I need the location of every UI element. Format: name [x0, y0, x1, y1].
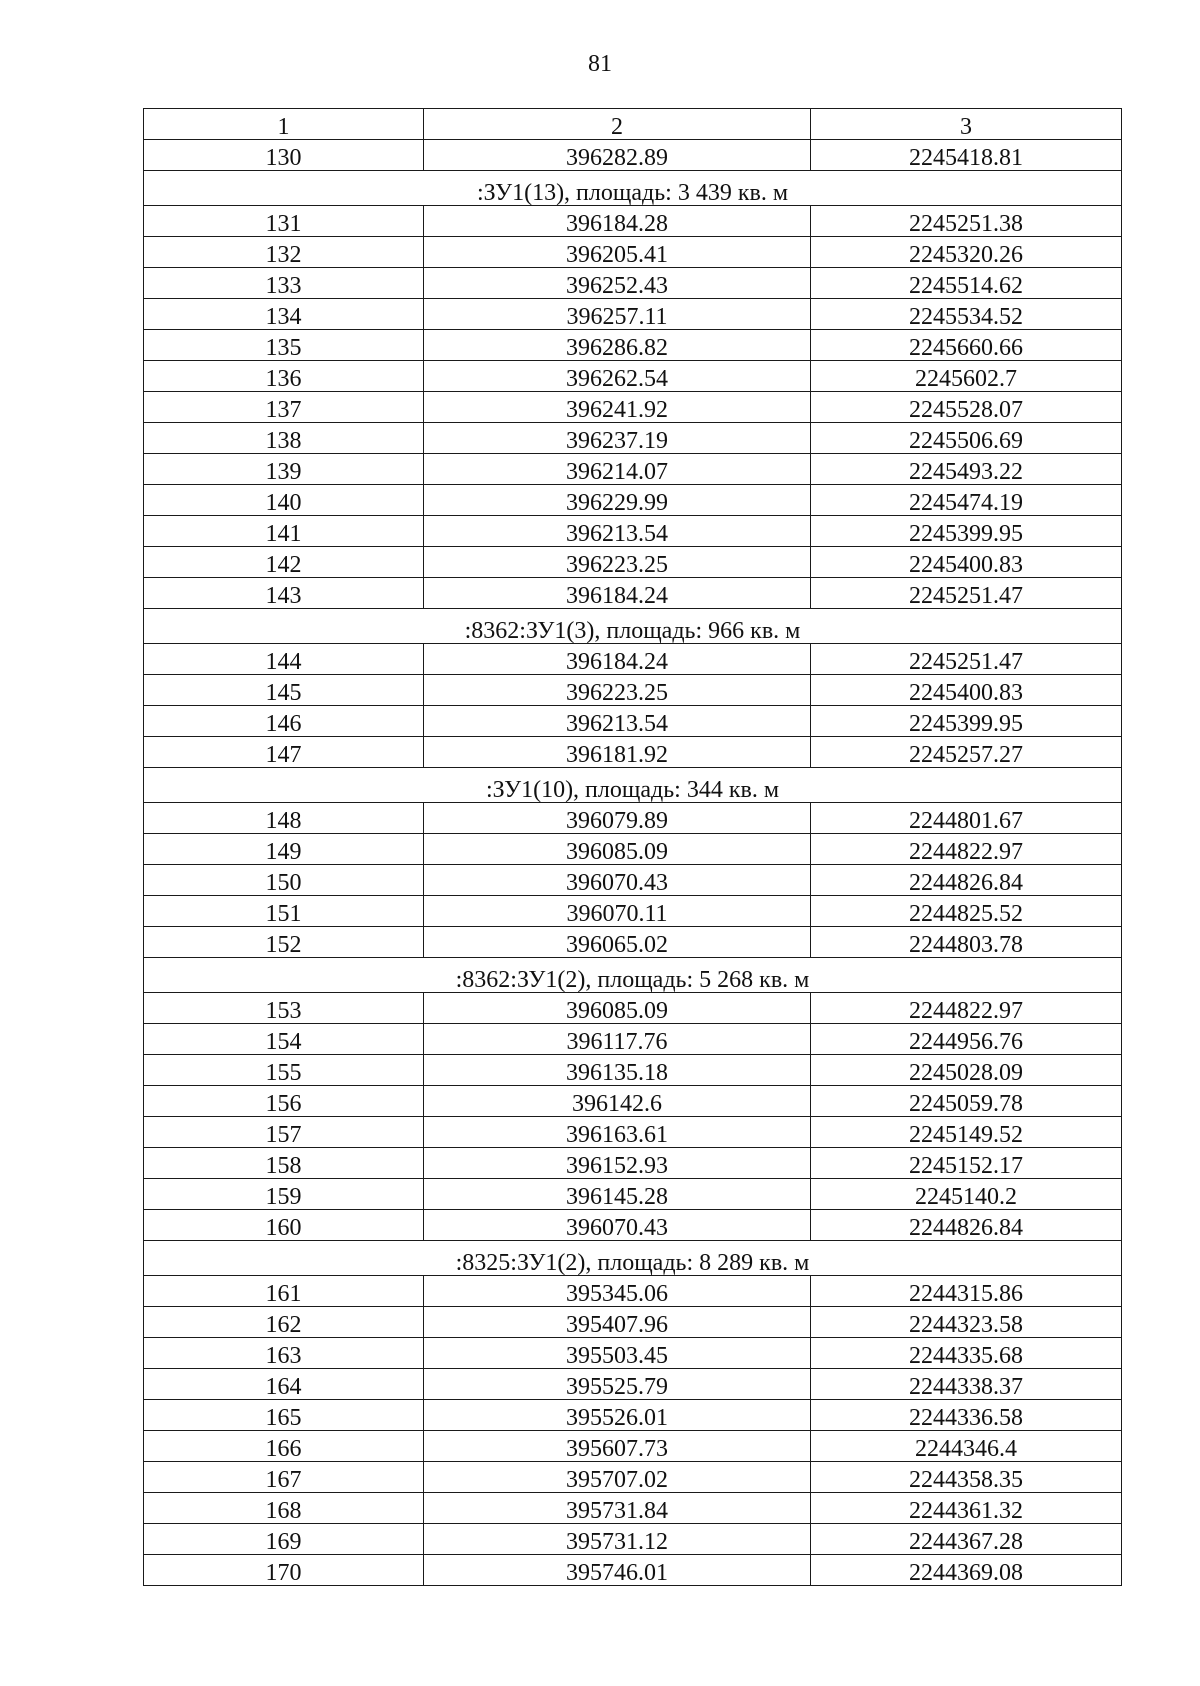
y-coordinate-cell: 2245149.52 [811, 1117, 1122, 1148]
x-coordinate-cell: 396282.89 [424, 140, 811, 171]
point-number-cell: 134 [144, 299, 424, 330]
point-number-cell: 161 [144, 1276, 424, 1307]
section-label: :8362:ЗУ1(3), площадь: 966 кв. м [144, 609, 1122, 644]
point-number-cell: 137 [144, 392, 424, 423]
table-row [144, 206, 1122, 237]
point-number-cell: 140 [144, 485, 424, 516]
point-number-cell: 163 [144, 1338, 424, 1369]
table-row [144, 1462, 1122, 1493]
x-coordinate-cell: 395746.01 [424, 1555, 811, 1586]
table-row [144, 896, 1122, 927]
x-coordinate-cell: 396070.11 [424, 896, 811, 927]
table-row [144, 299, 1122, 330]
point-number-cell: 168 [144, 1493, 424, 1524]
x-coordinate-cell: 396135.18 [424, 1055, 811, 1086]
point-number-cell: 152 [144, 927, 424, 958]
y-coordinate-cell: 2244361.32 [811, 1493, 1122, 1524]
table-row [144, 1524, 1122, 1555]
table-row [144, 330, 1122, 361]
x-coordinate-cell: 395345.06 [424, 1276, 811, 1307]
x-coordinate-cell: 396223.25 [424, 675, 811, 706]
section-row [144, 171, 1122, 206]
point-number-cell: 149 [144, 834, 424, 865]
table-row [144, 1210, 1122, 1241]
x-coordinate-cell: 396252.43 [424, 268, 811, 299]
y-coordinate-cell: 2245506.69 [811, 423, 1122, 454]
table-row [144, 392, 1122, 423]
x-coordinate-cell: 396181.92 [424, 737, 811, 768]
point-number-cell: 160 [144, 1210, 424, 1241]
table-row [144, 1055, 1122, 1086]
y-coordinate-cell: 2244369.08 [811, 1555, 1122, 1586]
y-coordinate-cell: 2245028.09 [811, 1055, 1122, 1086]
y-coordinate-cell: 2245493.22 [811, 454, 1122, 485]
column-header-1: 1 [144, 109, 424, 140]
point-number-cell: 145 [144, 675, 424, 706]
x-coordinate-cell: 396286.82 [424, 330, 811, 361]
x-coordinate-cell: 396145.28 [424, 1179, 811, 1210]
x-coordinate-cell: 396079.89 [424, 803, 811, 834]
y-coordinate-cell: 2244358.35 [811, 1462, 1122, 1493]
table-row [144, 268, 1122, 299]
x-coordinate-cell: 396085.09 [424, 834, 811, 865]
point-number-cell: 158 [144, 1148, 424, 1179]
table-row [144, 140, 1122, 171]
point-number-cell: 169 [144, 1524, 424, 1555]
x-coordinate-cell: 396213.54 [424, 516, 811, 547]
point-number-cell: 153 [144, 993, 424, 1024]
y-coordinate-cell: 2245514.62 [811, 268, 1122, 299]
point-number-cell: 136 [144, 361, 424, 392]
table-row [144, 675, 1122, 706]
y-coordinate-cell: 2245257.27 [811, 737, 1122, 768]
table-row [144, 1400, 1122, 1431]
table-row [144, 1555, 1122, 1586]
section-row [144, 1241, 1122, 1276]
x-coordinate-cell: 396214.07 [424, 454, 811, 485]
table-row [144, 578, 1122, 609]
y-coordinate-cell: 2245251.47 [811, 644, 1122, 675]
y-coordinate-cell: 2244338.37 [811, 1369, 1122, 1400]
table-row [144, 737, 1122, 768]
x-coordinate-cell: 395607.73 [424, 1431, 811, 1462]
x-coordinate-cell: 396184.24 [424, 578, 811, 609]
column-header-2: 2 [424, 109, 811, 140]
section-label: :8362:ЗУ1(2), площадь: 5 268 кв. м [144, 958, 1122, 993]
section-label: :ЗУ1(13), площадь: 3 439 кв. м [144, 171, 1122, 206]
point-number-cell: 155 [144, 1055, 424, 1086]
point-number-cell: 170 [144, 1555, 424, 1586]
y-coordinate-cell: 2245251.38 [811, 206, 1122, 237]
point-number-cell: 165 [144, 1400, 424, 1431]
table-header-row [144, 109, 1122, 140]
table-row [144, 485, 1122, 516]
x-coordinate-cell: 395525.79 [424, 1369, 811, 1400]
y-coordinate-cell: 2245251.47 [811, 578, 1122, 609]
x-coordinate-cell: 396070.43 [424, 1210, 811, 1241]
point-number-cell: 164 [144, 1369, 424, 1400]
table-row [144, 1431, 1122, 1462]
x-coordinate-cell: 396065.02 [424, 927, 811, 958]
point-number-cell: 167 [144, 1462, 424, 1493]
point-number-cell: 133 [144, 268, 424, 299]
point-number-cell: 146 [144, 706, 424, 737]
point-number-cell: 154 [144, 1024, 424, 1055]
point-number-cell: 131 [144, 206, 424, 237]
y-coordinate-cell: 2245418.81 [811, 140, 1122, 171]
y-coordinate-cell: 2245474.19 [811, 485, 1122, 516]
table-row [144, 706, 1122, 737]
table-row [144, 547, 1122, 578]
x-coordinate-cell: 396257.11 [424, 299, 811, 330]
y-coordinate-cell: 2245400.83 [811, 547, 1122, 578]
x-coordinate-cell: 395526.01 [424, 1400, 811, 1431]
point-number-cell: 130 [144, 140, 424, 171]
table-row [144, 454, 1122, 485]
page-number: 81 [588, 51, 612, 77]
table-row [144, 644, 1122, 675]
table-row [144, 1117, 1122, 1148]
point-number-cell: 135 [144, 330, 424, 361]
x-coordinate-cell: 396223.25 [424, 547, 811, 578]
x-coordinate-cell: 396184.28 [424, 206, 811, 237]
point-number-cell: 139 [144, 454, 424, 485]
x-coordinate-cell: 396241.92 [424, 392, 811, 423]
y-coordinate-cell: 2244315.86 [811, 1276, 1122, 1307]
table-row [144, 865, 1122, 896]
y-coordinate-cell: 2245152.17 [811, 1148, 1122, 1179]
point-number-cell: 156 [144, 1086, 424, 1117]
y-coordinate-cell: 2245059.78 [811, 1086, 1122, 1117]
point-number-cell: 143 [144, 578, 424, 609]
x-coordinate-cell: 396085.09 [424, 993, 811, 1024]
x-coordinate-cell: 396070.43 [424, 865, 811, 896]
point-number-cell: 147 [144, 737, 424, 768]
x-coordinate-cell: 395707.02 [424, 1462, 811, 1493]
y-coordinate-cell: 2245140.2 [811, 1179, 1122, 1210]
table-row [144, 1024, 1122, 1055]
x-coordinate-cell: 395731.84 [424, 1493, 811, 1524]
section-row [144, 958, 1122, 993]
y-coordinate-cell: 2245528.07 [811, 392, 1122, 423]
x-coordinate-cell: 396117.76 [424, 1024, 811, 1055]
table-row [144, 1086, 1122, 1117]
x-coordinate-cell: 396262.54 [424, 361, 811, 392]
y-coordinate-cell: 2244323.58 [811, 1307, 1122, 1338]
table-row [144, 1148, 1122, 1179]
y-coordinate-cell: 2244825.52 [811, 896, 1122, 927]
coordinates-table [143, 108, 1122, 1586]
point-number-cell: 138 [144, 423, 424, 454]
coordinates-table-body [144, 109, 1122, 1586]
y-coordinate-cell: 2244801.67 [811, 803, 1122, 834]
y-coordinate-cell: 2244346.4 [811, 1431, 1122, 1462]
point-number-cell: 150 [144, 865, 424, 896]
table-row [144, 516, 1122, 547]
section-label: :8325:ЗУ1(2), площадь: 8 289 кв. м [144, 1241, 1122, 1276]
x-coordinate-cell: 396229.99 [424, 485, 811, 516]
point-number-cell: 132 [144, 237, 424, 268]
x-coordinate-cell: 395407.96 [424, 1307, 811, 1338]
y-coordinate-cell: 2244822.97 [811, 993, 1122, 1024]
x-coordinate-cell: 396184.24 [424, 644, 811, 675]
y-coordinate-cell: 2244826.84 [811, 1210, 1122, 1241]
y-coordinate-cell: 2244956.76 [811, 1024, 1122, 1055]
y-coordinate-cell: 2245320.26 [811, 237, 1122, 268]
x-coordinate-cell: 396237.19 [424, 423, 811, 454]
point-number-cell: 166 [144, 1431, 424, 1462]
y-coordinate-cell: 2244803.78 [811, 927, 1122, 958]
y-coordinate-cell: 2245399.95 [811, 516, 1122, 547]
table-row [144, 834, 1122, 865]
table-row [144, 803, 1122, 834]
point-number-cell: 142 [144, 547, 424, 578]
y-coordinate-cell: 2244335.68 [811, 1338, 1122, 1369]
y-coordinate-cell: 2245399.95 [811, 706, 1122, 737]
y-coordinate-cell: 2244336.58 [811, 1400, 1122, 1431]
point-number-cell: 151 [144, 896, 424, 927]
x-coordinate-cell: 396213.54 [424, 706, 811, 737]
point-number-cell: 159 [144, 1179, 424, 1210]
x-coordinate-cell: 396163.61 [424, 1117, 811, 1148]
y-coordinate-cell: 2244826.84 [811, 865, 1122, 896]
table-row [144, 1179, 1122, 1210]
point-number-cell: 162 [144, 1307, 424, 1338]
x-coordinate-cell: 396142.6 [424, 1086, 811, 1117]
point-number-cell: 144 [144, 644, 424, 675]
point-number-cell: 141 [144, 516, 424, 547]
table-row [144, 423, 1122, 454]
table-row [144, 1369, 1122, 1400]
point-number-cell: 157 [144, 1117, 424, 1148]
table-row [144, 927, 1122, 958]
y-coordinate-cell: 2245660.66 [811, 330, 1122, 361]
section-row [144, 609, 1122, 644]
table-row [144, 993, 1122, 1024]
section-label: :ЗУ1(10), площадь: 344 кв. м [144, 768, 1122, 803]
table-row [144, 1493, 1122, 1524]
table-row [144, 1307, 1122, 1338]
section-row [144, 768, 1122, 803]
point-number-cell: 148 [144, 803, 424, 834]
y-coordinate-cell: 2244822.97 [811, 834, 1122, 865]
table-row [144, 361, 1122, 392]
x-coordinate-cell: 396205.41 [424, 237, 811, 268]
y-coordinate-cell: 2245400.83 [811, 675, 1122, 706]
column-header-3: 3 [811, 109, 1122, 140]
x-coordinate-cell: 395503.45 [424, 1338, 811, 1369]
y-coordinate-cell: 2245534.52 [811, 299, 1122, 330]
y-coordinate-cell: 2244367.28 [811, 1524, 1122, 1555]
table-row [144, 1338, 1122, 1369]
y-coordinate-cell: 2245602.7 [811, 361, 1122, 392]
x-coordinate-cell: 395731.12 [424, 1524, 811, 1555]
table-row [144, 1276, 1122, 1307]
x-coordinate-cell: 396152.93 [424, 1148, 811, 1179]
table-row [144, 237, 1122, 268]
